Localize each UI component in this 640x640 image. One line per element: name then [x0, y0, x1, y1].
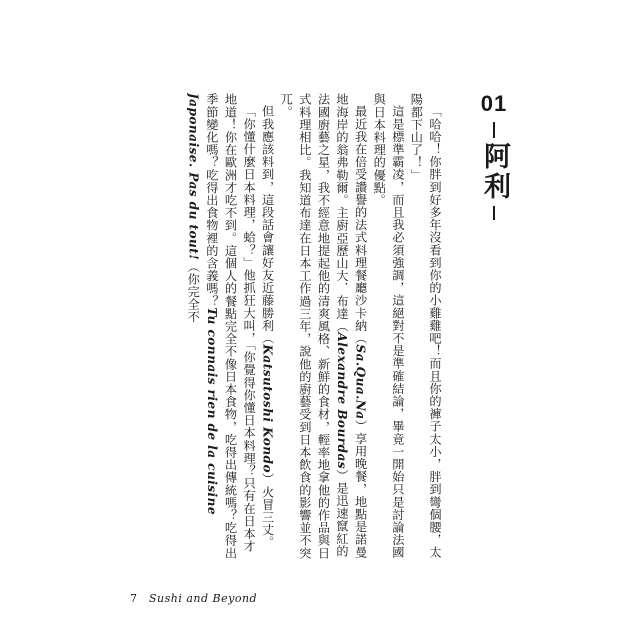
- text-run: 但我應該料到，這段話會讓好友近藤勝利（: [260, 105, 275, 345]
- paragraph: [277, 93, 370, 563]
- page-number: 7: [130, 592, 137, 605]
- paragraph: [258, 93, 277, 563]
- chapter-number: 01: [480, 91, 508, 116]
- text-run: 最近我在倍受讚譽的法式料理餐廳沙卡納（: [353, 105, 368, 345]
- chapter-title: 阿利: [479, 142, 510, 202]
- chapter-divider: [493, 122, 495, 138]
- chapter-heading: [468, 92, 520, 220]
- page-footer: [130, 592, 257, 605]
- text-run: 這是標準霸凌，而且我必須強調，這絕對不是準確結論，畢竟一開始只是討論法國與日本料理的優點。: [372, 93, 405, 559]
- latin-term: Tu connais rien de la cuisine Japonaise. Pas du tout!: [186, 93, 219, 515]
- paragraph: [407, 93, 444, 563]
- paragraph: [370, 93, 407, 563]
- latin-term: Sa.Qua.Na: [353, 344, 368, 420]
- text-run: 「你懂什麼日本料理，蛤？」他抓狂大叫，「你覺得你懂日本料理？只有在日本才地道！你在歐洲才吃不到。這個人的餐點完全不像日本食物，吃得出傳統嗎？吃得出季節變化嗎？吃得出食物裡的含義嗎？: [204, 93, 257, 560]
- paragraph: [184, 93, 258, 563]
- latin-term: Katsutoshi Kondo: [260, 344, 275, 474]
- latin-term: Alexandre Bourdas: [335, 332, 350, 470]
- text-run: ）火冒三丈。: [260, 473, 275, 549]
- text-run: （你完全不: [186, 260, 201, 324]
- text-run: ）是迅速竄紅的法國廚藝之星，我不經意地提起他的清爽風格、新鮮的食材，輕率地拿他的作品與日式料理相比。我知道布達在日本工作過三年，說他的廚藝受到日本飲食的影響並不突兀。: [279, 93, 350, 560]
- text-run: 「哈哈！你胖到好多年沒看到你的小雞雞吧！而且你的褲子太小，胖到彎個腰，太陽都下山了！」: [409, 93, 442, 559]
- text-run: ）享用晚餐，地點是諾曼地海岸的翁弗勒爾。主廚亞歷山大．布達（: [335, 93, 368, 559]
- running-title: Sushi and Beyond: [149, 592, 258, 605]
- chapter-divider: [493, 206, 495, 220]
- body-text: [140, 93, 444, 563]
